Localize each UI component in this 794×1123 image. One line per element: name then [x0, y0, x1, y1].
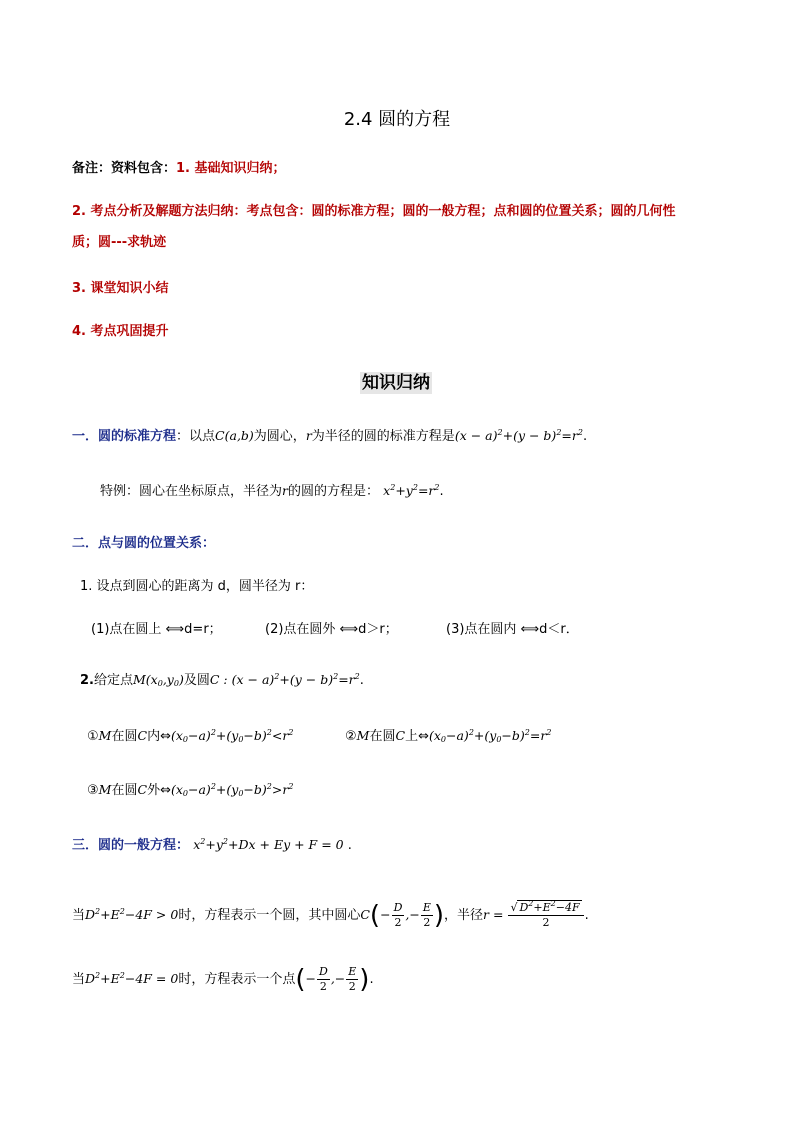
note-item-4: 4. 考点巩固提升	[72, 324, 169, 339]
special-case-line: 特例：圆心在坐标原点，半径为r的圆的方程是： $x^2+y^2=r^2$.	[100, 483, 444, 499]
center-point-formula: C(a,b)	[215, 428, 254, 443]
point-condition-line: 当$D^2+E^2-4F = 0$时，方程表示一个点(− $\frac{D}{2}$ ,− $\frac{E}{2}$ ).	[72, 964, 374, 995]
special-text: 特例：圆心在坐标原点，半径为	[100, 484, 283, 499]
distance-item: 1. 设点到圆心的距离为 d，圆半径为 r：	[80, 579, 314, 594]
point-discriminant: $D^2+E^2-4F = 0$	[85, 971, 179, 986]
standard-equation-line: 一．圆的标准方程：以点C(a,b)为圆心，r为半径的圆的标准方程是$(x - a)^2+(y - b)^2=r^2$.	[72, 428, 588, 444]
general-equation-formula: $x^2+y^2+Dx + Ey + F = 0$	[193, 837, 344, 852]
on-condition: ②M在圆C上$\Leftrightarrow(x_0-a)^2+(y_0-b)^2=r^2$	[345, 728, 552, 744]
s1-text-b: 为圆心，	[253, 429, 306, 444]
on-formula: $(x_0-a)^2+(y_0-b)^2=r^2$	[428, 728, 552, 744]
special-radius: r	[282, 483, 288, 498]
page-title: 2.4 圆的方程	[343, 109, 451, 130]
origin-circle-formula: $x^2+y^2=r^2$	[383, 483, 440, 498]
s2-num: 二．	[72, 536, 99, 551]
outside-formula: $(x_0-a)^2+(y_0-b)^2>r^2$	[170, 782, 294, 798]
s1-head: 圆的标准方程	[98, 429, 177, 444]
circle-discriminant: $D^2+E^2-4F > 0$	[85, 907, 179, 922]
radius-symbol: r	[305, 428, 312, 443]
point-m-formula: $M(x_0,y_0)$	[133, 672, 184, 688]
s2-head: 点与圆的位置关系	[98, 536, 203, 551]
inside-formula: $(x_0-a)^2+(y_0-b)^2<r^2$	[170, 728, 294, 744]
note-item-1: 1. 基础知识归纳；	[176, 161, 286, 176]
s1-text-a: ：以点	[176, 429, 216, 444]
case-inside: (3)点在圆内 ⟺d＜r．	[446, 622, 579, 637]
note-item-3: 3. 课堂知识小结	[72, 281, 169, 296]
note-label: 备注：资料包含：	[72, 161, 177, 176]
given-point-line: 2.给定点$M(x_0,y_0)$及圆C : $(x - a)^2+(y - b)^2=r^2$.	[80, 672, 364, 688]
s1-text-c: 为半径的圆的标准方程是	[311, 429, 455, 444]
circle-c-formula: C : $(x - a)^2+(y - b)^2=r^2$	[209, 672, 360, 687]
radius-formula: r = $\frac{√ D^2+E^2-4F}{2}$	[483, 907, 585, 922]
point-circle-heading: 二．点与圆的位置关系：	[72, 536, 216, 551]
inside-condition: ①M在圆C内$\Leftrightarrow(x_0-a)^2+(y_0-b)^2<r^2$	[87, 728, 294, 744]
circle-condition-line: 当$D^2+E^2-4F > 0$时，方程表示一个圆，其中圆心C(− $\frac{D}{2}$ ,− $\frac{E}{2}$ )，半径r = $\frac{√ D^2+E^2-4F}{2}$ .	[72, 899, 589, 931]
s1-num: 一．	[72, 429, 99, 444]
general-equation-line: 三．圆的一般方程： $x^2+y^2+Dx + Ey + F = 0$ .	[72, 837, 352, 853]
note-item-2-cont: 质；圆---求轨迹	[72, 235, 167, 250]
section-title: 知识归纳	[362, 373, 430, 393]
note-line-1	[72, 160, 286, 178]
center-formula: C(− $\frac{D}{2}$ ,− $\frac{E}{2}$ )	[360, 900, 445, 931]
outside-condition: ③M在圆C外$\Leftrightarrow(x_0-a)^2+(y_0-b)^2>r^2$	[87, 782, 294, 798]
special-text-b: 的圆的方程是：	[288, 484, 380, 499]
case-outside: (2)点在圆外 ⟺d＞r；	[265, 622, 398, 637]
note-item-2: 2. 考点分析及解题方法归纳：考点包含：圆的标准方程；圆的一般方程；点和圆的位置关系；圆的几何性	[72, 204, 676, 219]
standard-equation-formula: $(x - a)^2+(y - b)^2=r^2$	[454, 428, 583, 443]
point-formula: (− $\frac{D}{2}$ ,− $\frac{E}{2}$ )	[295, 964, 370, 995]
case-on-circle: (1)点在圆上 ⟺d=r；	[91, 622, 222, 637]
